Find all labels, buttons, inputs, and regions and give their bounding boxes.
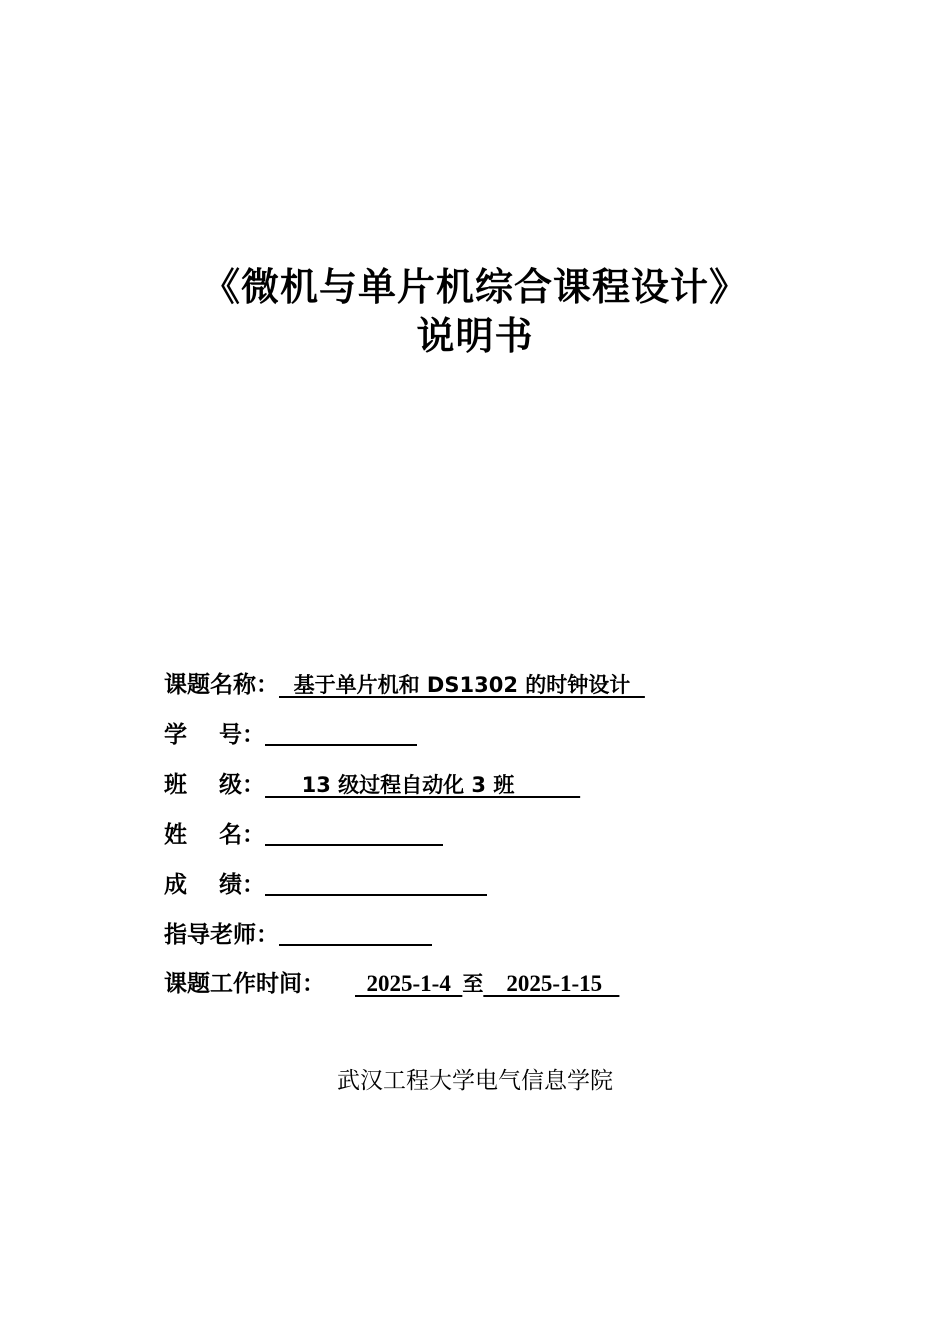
grade-label: 成 绩： (164, 872, 266, 898)
teacher-field (164, 919, 432, 949)
name-label: 姓 名： (164, 822, 266, 848)
work-time-field (164, 968, 619, 998)
work-time-separator: 至 (462, 972, 484, 996)
document-subtitle: 说明书 (416, 314, 534, 358)
grade-field (164, 869, 487, 899)
topic-field (164, 669, 645, 699)
student-id-field (164, 719, 417, 749)
class-field (164, 769, 580, 799)
teacher-label: 指导老师： (164, 922, 279, 948)
topic-label: 课题名称： (164, 672, 279, 698)
document-title: 《微机与单片机综合课程设计》 (201, 265, 748, 309)
school-name: 武汉工程大学电气信息学院 (337, 1068, 613, 1094)
name-blank-line (265, 822, 443, 846)
grade-blank-line (265, 872, 487, 896)
name-field (164, 819, 443, 849)
topic-value: 基于单片机和 DS1302 的时钟设计 (279, 673, 645, 697)
work-time-end: 2025-1-15 (483, 971, 620, 996)
class-label: 班 级： (164, 772, 266, 798)
work-time-start: 2025-1-4 (355, 971, 463, 996)
work-time-label: 课题工作时间： (164, 971, 325, 997)
student-id-label: 学 号： (164, 722, 266, 748)
student-id-blank-line (265, 722, 417, 746)
teacher-blank-line (279, 922, 432, 946)
class-value: 13 级过程自动化 3 班 (265, 773, 581, 797)
